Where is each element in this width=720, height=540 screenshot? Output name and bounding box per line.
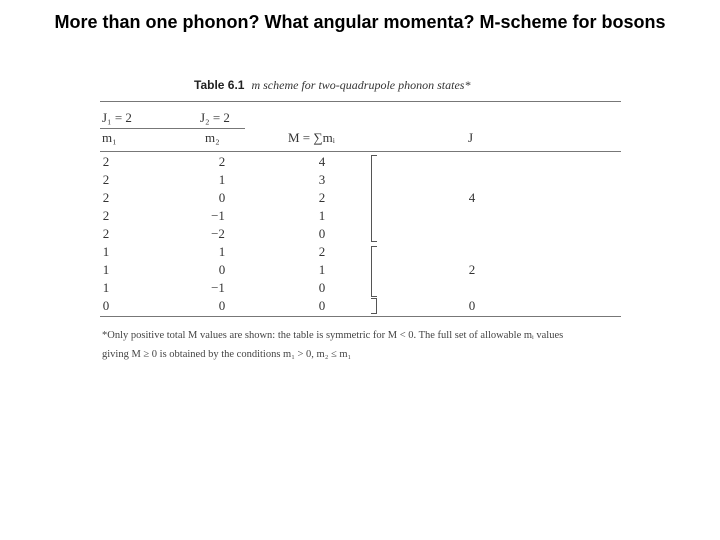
header-J: J	[468, 130, 474, 145]
footnote-line-2: giving M ≥ 0 is obtained by the conditions m₁ > 0, m₂ ≤ m₁	[102, 349, 352, 360]
row-3-m1: 2	[102, 190, 110, 205]
row-6-m1: 1	[102, 244, 110, 259]
bracket-j4	[371, 155, 377, 242]
j-value-0: 0	[468, 298, 476, 313]
header-rule	[100, 151, 621, 152]
slide-title: More than one phonon? What angular momenta? M-scheme for bosons	[54, 12, 666, 32]
bottom-rule	[100, 316, 621, 317]
row-8-m1: 1	[102, 280, 110, 295]
row-6-m2: 1	[218, 244, 226, 259]
footnote-line-1: *Only positive total M values are shown: the table is symmetric for M < 0. The full set of allowable mᵢ values	[102, 330, 564, 341]
table-caption	[194, 78, 470, 93]
top-rule	[100, 101, 621, 102]
j-value-2: 2	[468, 262, 476, 277]
row-1-m2: 2	[218, 154, 226, 169]
row-9-m2: 0	[218, 298, 226, 313]
row-7-m2: 0	[218, 262, 226, 277]
row-2-M: 3	[318, 172, 326, 187]
header-m1: m₁	[102, 130, 117, 145]
header-M: M = ∑mᵢ	[288, 130, 335, 145]
sub-rule	[100, 128, 245, 129]
row-4-M: 1	[318, 208, 326, 223]
header-m2: m₂	[205, 130, 220, 145]
row-2-m1: 2	[102, 172, 110, 187]
row-3-M: 2	[318, 190, 326, 205]
row-1-m1: 2	[102, 154, 110, 169]
header-j1: J₁ = 2	[102, 110, 132, 125]
row-7-m1: 1	[102, 262, 110, 277]
row-5-M: 0	[318, 226, 326, 241]
row-3-m2: 0	[218, 190, 226, 205]
header-j2: J₂ = 2	[200, 110, 230, 125]
row-4-m1: 2	[102, 208, 110, 223]
j-value-4: 4	[468, 190, 476, 205]
row-8-m2: −1	[211, 280, 225, 295]
m-scheme-table	[100, 76, 625, 376]
table-caption-label: Table 6.1	[194, 78, 245, 92]
row-1-M: 4	[318, 154, 326, 169]
bracket-j0	[371, 298, 377, 314]
table-caption-text: m scheme for two-quadrupole phonon states*	[251, 78, 471, 92]
bracket-j2	[371, 246, 377, 297]
row-5-m1: 2	[102, 226, 110, 241]
row-9-M: 0	[318, 298, 326, 313]
row-6-M: 2	[318, 244, 326, 259]
row-7-M: 1	[318, 262, 326, 277]
row-5-m2: −2	[211, 226, 225, 241]
row-2-m2: 1	[218, 172, 226, 187]
row-9-m1: 0	[102, 298, 110, 313]
row-4-m2: −1	[211, 208, 225, 223]
row-8-M: 0	[318, 280, 326, 295]
